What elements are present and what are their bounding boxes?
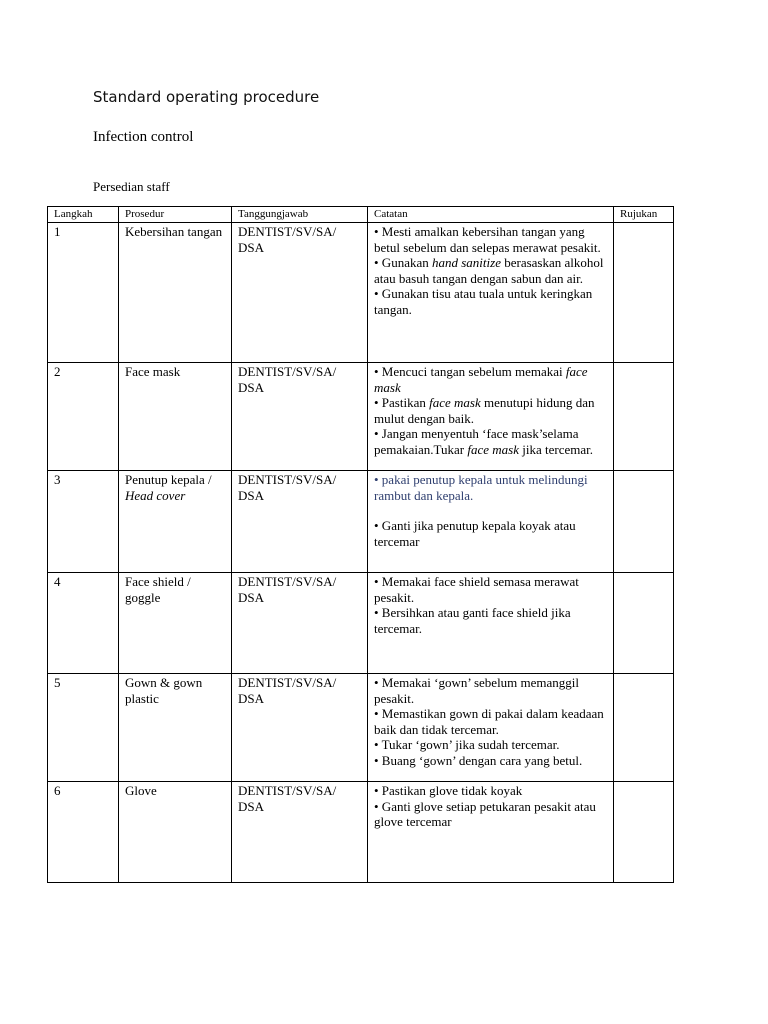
note-line: • Ganti glove setiap petukaran pesakit atau glove tercemar bbox=[374, 798, 596, 829]
note-line: • pakai penutup kepala untuk melindungi rambut dan kepala. bbox=[374, 472, 588, 503]
responsible-cell: DENTIST/SV/SA/ DSA bbox=[232, 573, 368, 674]
responsible-cell: DENTIST/SV/SA/ DSA bbox=[232, 782, 368, 883]
header-step: Langkah bbox=[48, 207, 119, 223]
reference-cell bbox=[614, 782, 674, 883]
note-line: • Gunakan tisu atau tuala untuk keringkan tangan. bbox=[374, 286, 593, 317]
table-row bbox=[48, 674, 674, 782]
procedure-cell: Face shield / goggle bbox=[119, 573, 232, 674]
procedure-cell: Face mask bbox=[119, 363, 232, 471]
step-cell: 3 bbox=[48, 471, 119, 573]
note-line: • Pastikan face mask menutupi hidung dan mulut dengan baik. bbox=[374, 395, 595, 426]
note-line: • Memakai ‘gown’ sebelum memanggil pesakit. bbox=[374, 675, 580, 706]
table-row bbox=[48, 223, 674, 363]
reference-cell bbox=[614, 674, 674, 782]
reference-cell bbox=[614, 363, 674, 471]
notes-cell bbox=[368, 782, 614, 883]
note-line: • Mesti amalkan kebersihan tangan yang betul sebelum dan selepas merawat pesakit. bbox=[374, 224, 601, 255]
section-label: Persedian staff bbox=[93, 179, 170, 194]
responsible-cell: DENTIST/SV/SA/ DSA bbox=[232, 471, 368, 573]
note-line: • Ganti jika penutup kepala koyak atau tercemar bbox=[374, 518, 576, 549]
table-row bbox=[48, 471, 674, 573]
table-row bbox=[48, 573, 674, 674]
document-subtitle: Infection control bbox=[93, 129, 194, 145]
note-line: • Pastikan glove tidak koyak bbox=[374, 783, 523, 798]
step-cell: 6 bbox=[48, 782, 119, 883]
header-responsible: Tanggungjawab bbox=[232, 207, 368, 223]
table-row bbox=[48, 363, 674, 471]
note-line: • Memastikan gown di pakai dalam keadaan baik dan tidak tercemar. bbox=[374, 706, 604, 737]
note-line: • Bersihkan atau ganti face shield jika tercemar. bbox=[374, 605, 571, 636]
reference-cell bbox=[614, 471, 674, 573]
document-title: Standard operating procedure bbox=[93, 88, 320, 106]
procedure-cell: Glove bbox=[119, 782, 232, 883]
notes-cell bbox=[368, 363, 614, 471]
reference-cell bbox=[614, 223, 674, 363]
notes-cell bbox=[368, 573, 614, 674]
reference-cell bbox=[614, 573, 674, 674]
note-line: • Memakai face shield semasa merawat pesakit. bbox=[374, 574, 579, 605]
note-line: • Gunakan hand sanitize berasaskan alkohol atau basuh tangan dengan sabun dan air. bbox=[374, 255, 604, 286]
note-line: • Tukar ‘gown’ jika sudah tercemar. bbox=[374, 737, 560, 752]
step-cell: 1 bbox=[48, 223, 119, 363]
notes-cell bbox=[368, 471, 614, 573]
note-line: • Buang ‘gown’ dengan cara yang betul. bbox=[374, 752, 583, 768]
table-header-row bbox=[48, 207, 674, 223]
note-line: • Mencuci tangan sebelum memakai face mask bbox=[374, 364, 588, 395]
sop-table bbox=[47, 206, 674, 883]
step-cell: 5 bbox=[48, 674, 119, 782]
table-row bbox=[48, 782, 674, 883]
procedure-cell: Gown & gown plastic bbox=[119, 674, 232, 782]
responsible-cell: DENTIST/SV/SA/ DSA bbox=[232, 223, 368, 363]
header-notes: Catatan bbox=[368, 207, 614, 223]
header-reference: Rujukan bbox=[614, 207, 674, 223]
notes-cell bbox=[368, 223, 614, 363]
procedure-cell: Penutup kepala / Head cover bbox=[119, 471, 232, 573]
step-cell: 2 bbox=[48, 363, 119, 471]
header-procedure: Prosedur bbox=[119, 207, 232, 223]
procedure-cell: Kebersihan tangan bbox=[119, 223, 232, 363]
notes-cell bbox=[368, 674, 614, 782]
responsible-cell: DENTIST/SV/SA/ DSA bbox=[232, 363, 368, 471]
step-cell: 4 bbox=[48, 573, 119, 674]
note-line: • Jangan menyentuh ‘face mask’selama pemakaian.Tukar face mask jika tercemar. bbox=[374, 426, 594, 457]
responsible-cell: DENTIST/SV/SA/ DSA bbox=[232, 674, 368, 782]
